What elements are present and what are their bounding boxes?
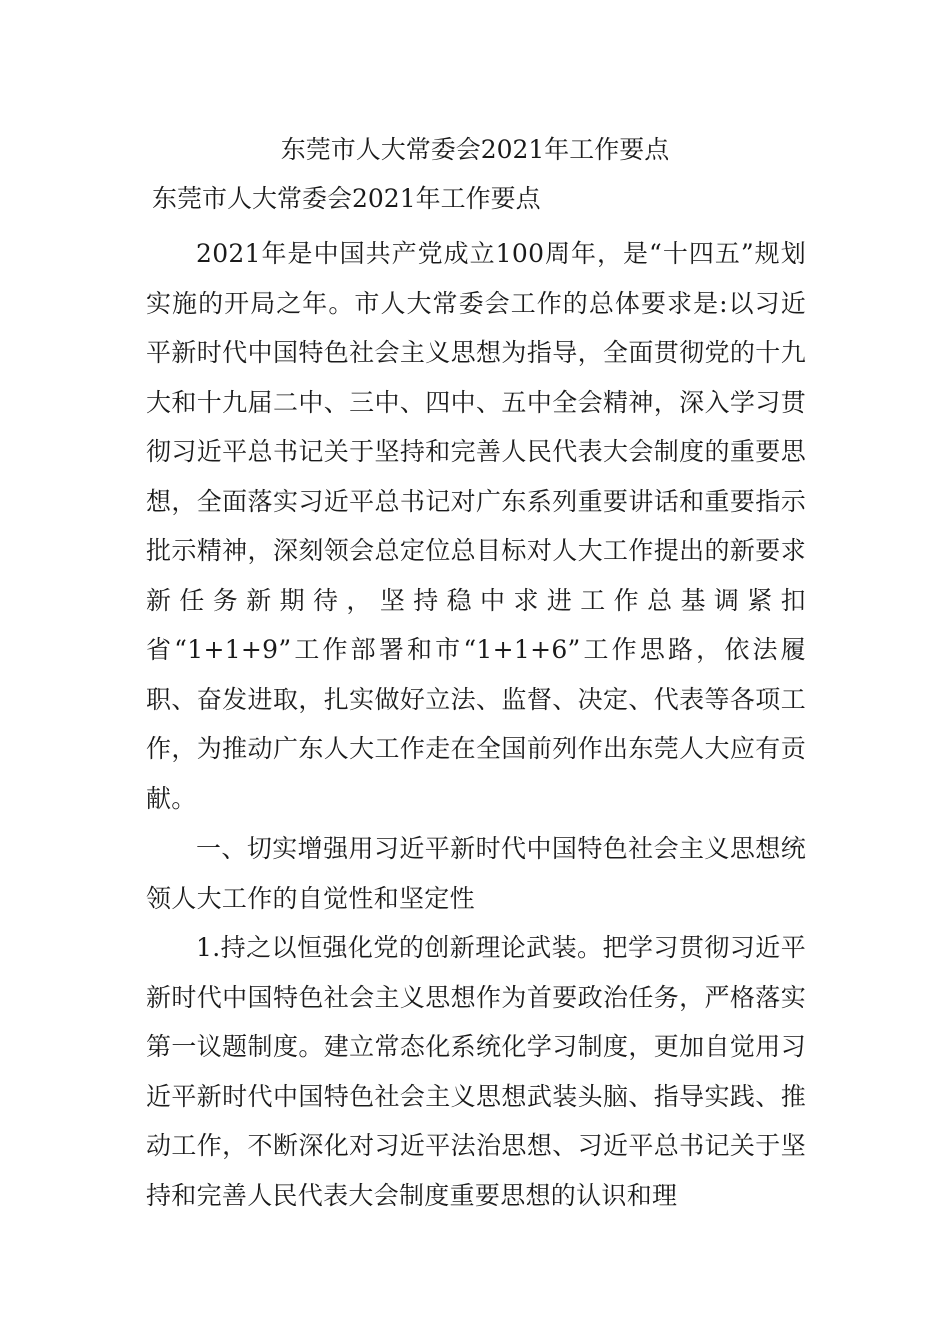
section-heading-1: 一、切实增强用习近平新时代中国特色社会主义思想统领人大工作的自觉性和坚定性 [146, 834, 806, 913]
paragraph-item-1: 1.持之以恒强化党的创新理论武装。把学习贯彻习近平新时代中国特色社会主义思想作为首要政治任务，严格落实第一议题制度。建立常态化系统化学习制度，更加自觉用习近平新时代中国特色社会主义思想武装头脑、指导实践、推动工作，不断深化对习近平法治思想、习近平总书记关于坚持和完善人民代表大会制度重要思想的认识和理 [146, 933, 806, 1210]
document-title: 东莞市人大常委会2021年工作要点 [280, 135, 670, 164]
paragraph-intro: 2021年是中国共产党成立100周年，是“十四五”规划实施的开局之年。市人大常委会工作的总体要求是:以习近平新时代中国特色社会主义思想为指导，全面贯彻党的十九大和十九届二中、三中、四中、五中全会精神，深入学习贯彻习近平总书记关于坚持和完善人民代表大会制度的重要思想，全面落实习近平总书记对广东系列重要讲话和重要指示批示精神，深刻领会总定位总目标对人大工作提出的新要求新任务新期待，坚持稳中求进工作总基调紧扣省“1+1+9”工作部署和市“1+1+6”工作思路，依法履职、奋发进取，扎实做好立法、监督、决定、代表等各项工作，为推动广东人大工作走在全国前列作出东莞人大应有贡献。 [146, 239, 806, 813]
document-subtitle: 东莞市人大常委会2021年工作要点 [152, 184, 541, 213]
